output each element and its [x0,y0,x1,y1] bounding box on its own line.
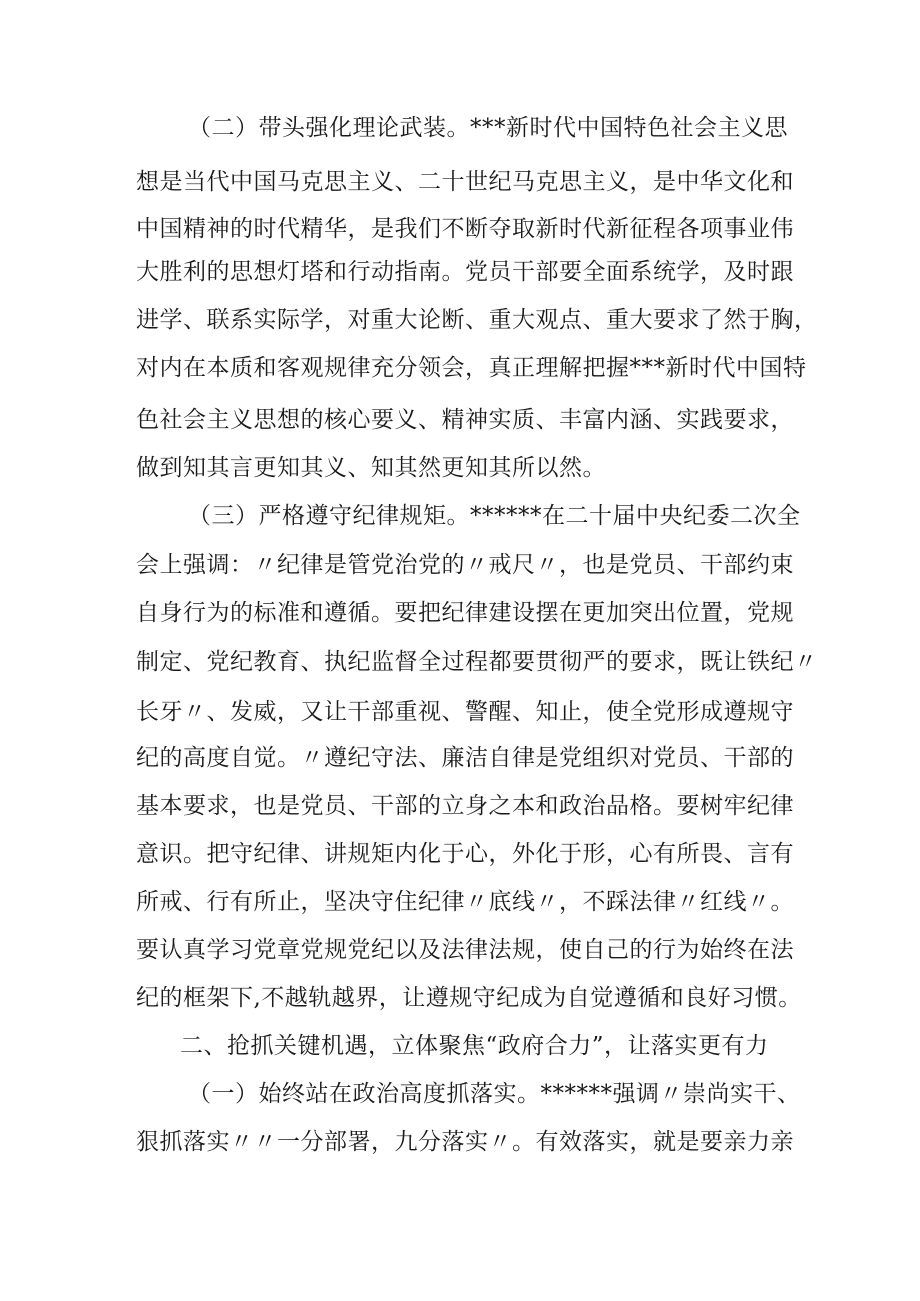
paragraph-line: 制定、党纪教育、执纪监督全过程都要贯彻严的要求，既让铁纪〃 [136,649,818,675]
paragraph-line: 想是当代中国马克思主义、二十世纪马克思主义，是中华文化和 [136,169,794,195]
paragraph-line: 会上强调：〃纪律是管党治党的〃戒尺〃，也是党员、干部约束 [136,552,794,578]
paragraph-line: 纪的高度自觉。〃遵纪守法、廉洁自律是党组织对党员、干部的 [136,745,794,771]
paragraph-line: （三）严格遵守纪律规矩。******在二十届中央纪委二次全 [188,503,801,529]
paragraph-line: 所戒、行有所止，坚决守住纪律〃底线〃，不踩法律〃红线〃。 [136,889,794,915]
paragraph-line: 狠抓落实〃〃一分部署，九分落实〃。有效落实，就是要亲力亲 [136,1129,794,1155]
paragraph-line: 要认真学习党章党规党纪以及法律法规，使自己的行为始终在法 [136,937,794,963]
paragraph-line: 色社会主义思想的核心要义、精神实质、丰富内涵、实践要求， [136,407,794,433]
paragraph-line: 纪的框架下,不越轨越界，让遵规守纪成为自觉遵循和良好习惯。 [136,985,802,1011]
paragraph-line: 做到知其言更知其义、知其然更知其所以然。 [136,455,606,481]
paragraph-line: 长牙〃、发威，又让干部重视、警醒、知止，使全党形成遵规守 [136,699,794,725]
paragraph-line: 进学、联系实际学，对重大论断、重大观点、重大要求了然于胸， [136,307,818,333]
paragraph-line: 基本要求，也是党员、干部的立身之本和政治品格。要树牢纪律 [136,793,794,819]
paragraph-line: 大胜利的思想灯塔和行动指南。党员干部要全面系统学，及时跟 [136,259,794,285]
paragraph-line: 中国精神的时代精华，是我们不断夺取新时代新征程各项事业伟 [136,216,794,242]
paragraph-line: 自身行为的标准和遵循。要把纪律建设摆在更加突出位置，党规 [136,600,794,626]
paragraph-line: （一）始终站在政治高度抓落实。******强调〃崇尚实干、 [188,1081,801,1107]
paragraph-line: 意识。把守纪律、讲规矩内化于心，外化于形，心有所畏、言有 [136,841,794,867]
paragraph-line: （二）带头强化理论武装。***新时代中国特色社会主义思 [188,115,788,141]
paragraph-line: 对内在本质和客观规律充分领会，真正理解把握***新时代中国特 [136,355,807,381]
section-heading: 二、抢抓关键机遇，立体聚焦“政府合力”，让落实更有力 [180,1033,769,1059]
